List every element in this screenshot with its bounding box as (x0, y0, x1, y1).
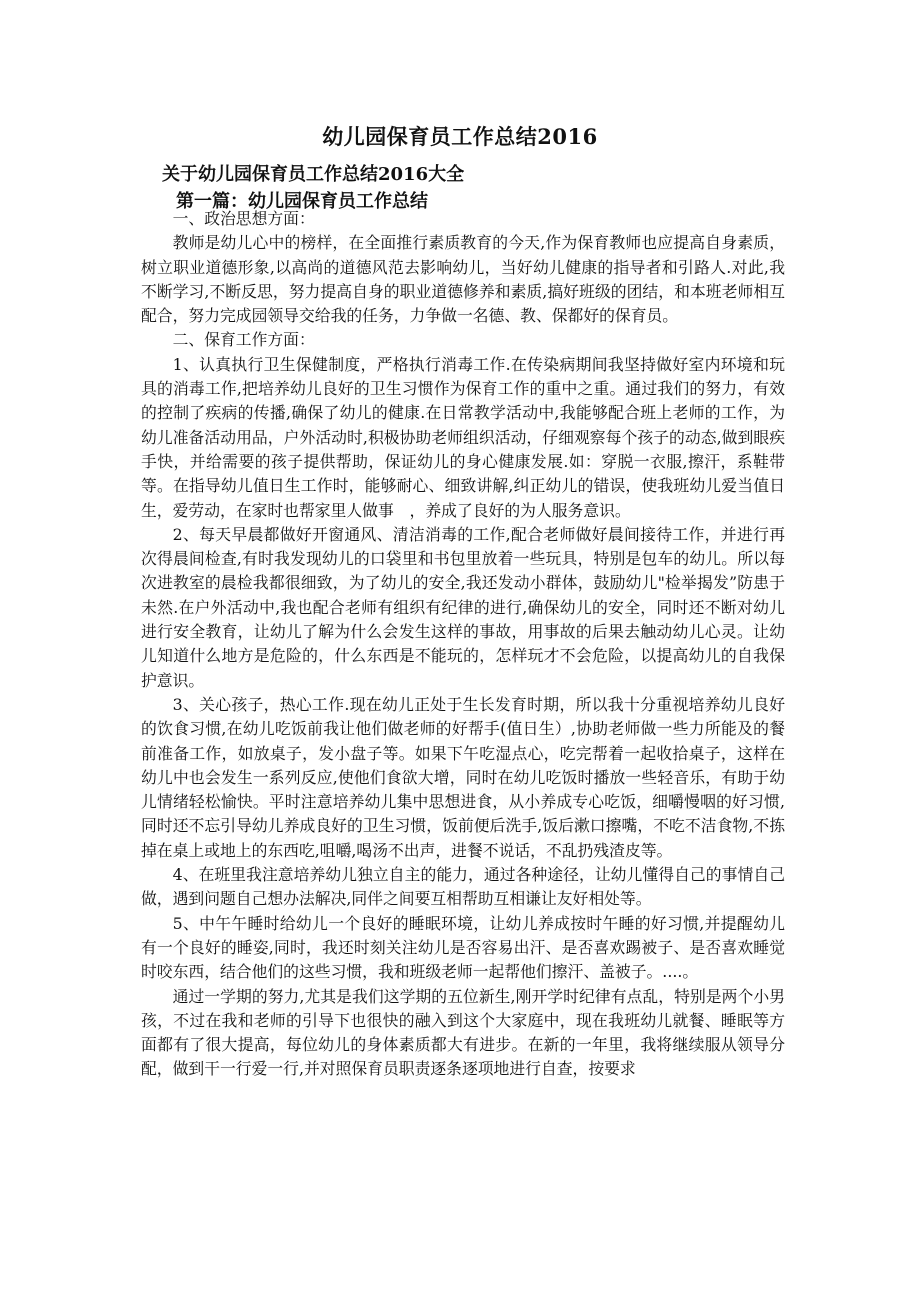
document-subtitle: 关于幼儿园保育员工作总结2016大全 (162, 164, 465, 185)
paragraph-item-3: 3、关心孩子，热心工作.现在幼儿正处于生长发育时期，所以我十分重视培养幼儿良好的饮食习惯,在幼儿吃饭前我让他们做老师的好帮手(值日生）,协助老师做一些力所能及的餐前准备工作，如放桌子，发小盘子等。如果下午吃湿点心，吃完帮着一起收拾桌子，这样在幼儿中也会发生一系列反应,使他们食欲大增，同时在幼儿吃饭时播放一些轻音乐，有助于幼儿情绪轻松愉快。平时注意培养幼儿集中思想进食，从小养成专心吃饭，细嚼慢咽的好习惯,同时还不忘引导幼儿养成良好的卫生习惯，饭前便后洗手,饭后漱口擦嘴，不吃不洁食物,不拣掉在桌上或地上的东西吃,咀嚼,喝汤不出声，进餐不说话，不乱扔残渣皮等。 (141, 694, 785, 860)
paragraph-closing: 通过一学期的努力,尤其是我们这学期的五位新生,刚开学时纪律有点乱，特别是两个小男孩，不过在我和老师的引导下也很快的融入到这个大家庭中，现在我班幼儿就餐、睡眠等方面都有了很大提高，每位幼儿的身体素质都大有进步。在新的一年里，我将继续服从领导分配，做到干一行爱一行,并对照保育员职责逐条逐项地进行自查，按要求 (141, 986, 785, 1079)
section-heading-political: 一、政治思想方面： (172, 209, 315, 228)
chapter-heading: 第一篇：幼儿园保育员工作总结 (176, 191, 428, 212)
document-body (141, 207, 785, 1082)
paragraph-political: 教师是幼儿心中的榜样，在全面推行素质教育的今天,作为保育教师也应提高自身素质，树立职业道德形象,以高尚的道德风范去影响幼儿，当好幼儿健康的指导者和引路人.对此,我不断学习,不断反思，努力提高自身的职业道德修养和素质,搞好班级的团结，和本班老师相互配合，努力完成园领导交给我的任务，力争做一名德、教、保都好的保育员。 (141, 233, 785, 326)
paragraph-item-2: 2、每天早晨都做好开窗通风、清洁消毒的工作,配合老师做好晨间接待工作，并进行再次得晨间检查,有时我发现幼儿的口袋里和书包里放着一些玩具，特别是包车的幼儿。所以每次进教室的晨检我都很细致，为了幼儿的安全,我还发动小群体，鼓励幼儿"检举揭发”防患于未然.在户外活动中,我也配合老师有组织有纪律的进行,确保幼儿的安全，同时还不断对幼儿进行安全教育，让幼儿了解为什么会发生这样的事故，用事故的后果去触动幼儿心灵。让幼儿知道什么地方是危险的，什么东西是不能玩的，怎样玩才不会危险，以提高幼儿的自我保护意识。 (141, 524, 785, 690)
paragraph-item-4: 4、在班里我注意培养幼儿独立自主的能力，通过各种途径，让幼儿懂得自己的事情自己做，遇到问题自己想办法解决,同伴之间要互相帮助互相谦让友好相处等。 (141, 865, 785, 909)
document-title: 幼儿园保育员工作总结2016 (322, 124, 598, 149)
paragraph-item-5: 5、中午午睡时给幼儿一个良好的睡眠环境，让幼儿养成按时午睡的好习惯,并提醒幼儿有一个良好的睡姿,同时，我还时刻关注幼儿是否容易出汗、是否喜欢踢被子、是否喜欢睡觉时咬东西，结合他们的这些习惯，我和班级老师一起帮他们擦汗、盖被子。....。 (141, 913, 785, 982)
paragraph-item-1: 1、认真执行卫生保健制度，严格执行消毒工作.在传染病期间我坚持做好室内环境和玩具的消毒工作,把培养幼儿良好的卫生习惯作为保育工作的重中之重。通过我们的努力，有效的控制了疾病的传播,确保了幼儿的健康.在日常教学活动中,我能够配合班上老师的工作，为幼儿准备活动用品，户外活动时,积极协助老师组织活动，仔细观察每个孩子的动态,做到眼疾手快，并给需要的孩子提供帮助，保证幼儿的身心健康发展.如：穿脱一衣服,擦汗，系鞋带等。在指导幼儿值日生工作时，能够耐心、细致讲解,纠正幼儿的错误，使我班幼儿爱当值日生，爱劳动，在家时也帮家里人做事 ，养成了良好的为人服务意识。 (141, 354, 785, 520)
section-heading-care-work: 二、保育工作方面： (172, 330, 315, 350)
